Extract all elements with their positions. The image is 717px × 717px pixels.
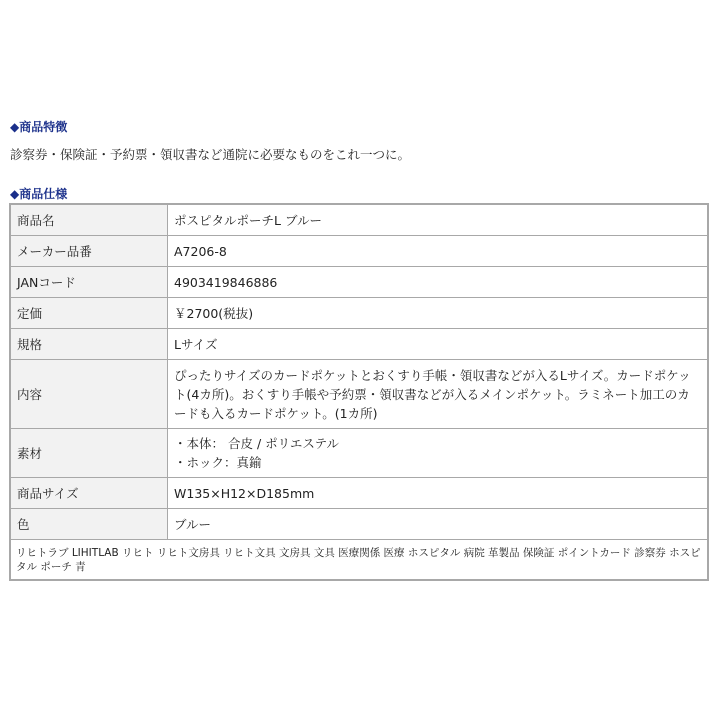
material-line: ・ホック：真鍮 xyxy=(174,455,262,470)
spec-row-contents xyxy=(11,360,708,429)
spec-value: W135×H12×D185mm xyxy=(168,478,708,509)
spec-value: Lサイズ xyxy=(168,329,708,360)
spec-row-jan-code xyxy=(11,267,708,298)
spec-value: ブルー xyxy=(168,509,708,540)
spec-row-color xyxy=(11,509,708,540)
spec-label: 素材 xyxy=(11,429,168,478)
spec-value: ￥2700(税抜) xyxy=(168,298,708,329)
spec-value: ぴったりサイズのカードポケットとおくすり手帳・領収書などが入るLサイズ。カードポケット(4カ所)。おくすり手帳や予約票・領収書などが入るメインポケット。ラミネート加工のカードも入るカードポケット。(1カ所) xyxy=(168,360,708,429)
spec-value: A7206-8 xyxy=(168,236,708,267)
spec-label: 色 xyxy=(11,509,168,540)
spec-table-container xyxy=(9,203,709,581)
spec-label: 定価 xyxy=(11,298,168,329)
spec-value xyxy=(168,429,708,478)
spec-row-product-size xyxy=(11,478,708,509)
spec-label: 商品サイズ xyxy=(11,478,168,509)
features-description: 診察券・保険証・予約票・領収書など通院に必要なものをこれ一つに。 xyxy=(10,147,411,162)
spec-label: 商品名 xyxy=(11,205,168,236)
spec-label: JANコード xyxy=(11,267,168,298)
keywords-text: リヒトラブ LIHITLAB リヒト リヒト文房具 リヒト文具 文房具 文具 医療関係 医療 ホスピタル 病院 革製品 保険証 ポイントカード 診察券 ホスピタル ポーチ 青 xyxy=(11,540,708,580)
spec-row-list-price xyxy=(11,298,708,329)
spec-table xyxy=(10,204,708,580)
spec-value: 4903419846886 xyxy=(168,267,708,298)
spec-label: 内容 xyxy=(11,360,168,429)
spec-label: メーカー品番 xyxy=(11,236,168,267)
features-heading: ◆商品特徴 xyxy=(10,120,68,134)
spec-row-maker-code xyxy=(11,236,708,267)
spec-label: 規格 xyxy=(11,329,168,360)
specs-heading: ◆商品仕様 xyxy=(10,187,68,201)
material-line: ・本体： 合皮 / ポリエステル xyxy=(174,436,340,451)
spec-row-material xyxy=(11,429,708,478)
spec-row-product-name xyxy=(11,205,708,236)
spec-row-keywords xyxy=(11,540,708,580)
spec-row-standard xyxy=(11,329,708,360)
spec-value: ポスピタルポーチL ブルー xyxy=(168,205,708,236)
